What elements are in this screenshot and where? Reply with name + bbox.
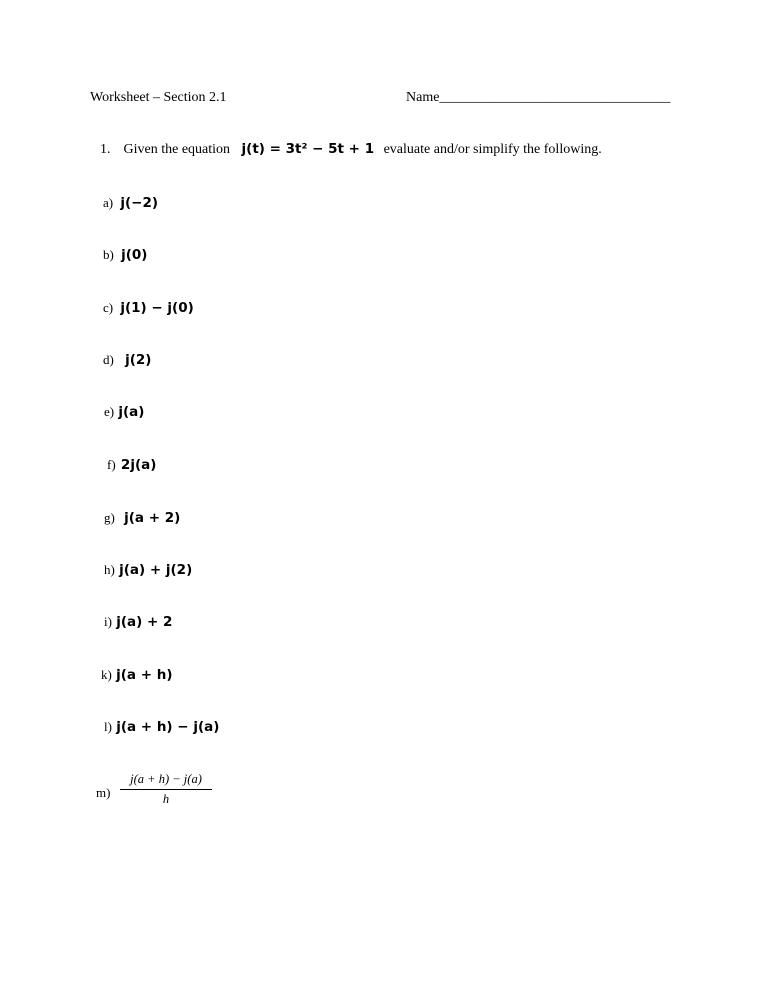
question-suffix: evaluate and/or simplify the following.: [383, 142, 602, 157]
question-1: [100, 141, 602, 158]
item-a: [103, 195, 158, 211]
question-number: 1.: [100, 142, 111, 157]
item-expression: j(a + 2): [124, 510, 181, 526]
item-label: c): [103, 300, 114, 315]
item-label: k): [101, 667, 112, 682]
name-line: Name_________________________________: [406, 90, 671, 105]
item-expression: j(a + h) − j(a): [116, 719, 220, 735]
item-c: [103, 300, 194, 316]
difference-quotient: [120, 772, 212, 807]
worksheet-title: Worksheet – Section 2.1: [90, 90, 227, 105]
fraction-numerator: j(a + h) − j(a): [120, 772, 212, 790]
item-label: f): [107, 457, 116, 472]
question-prefix: Given the equation: [123, 142, 231, 157]
item-label: h): [104, 562, 115, 577]
item-expression: j(a) + 2: [116, 614, 173, 630]
function-equation: j(t) = 3t² − 5t + 1: [241, 141, 375, 157]
item-label: a): [103, 195, 114, 210]
item-d: [103, 352, 151, 368]
item-e: [104, 404, 144, 420]
item-label: d): [103, 352, 114, 367]
item-h: [104, 562, 192, 578]
item-expression: j(−2): [120, 195, 159, 211]
item-g: [104, 510, 180, 526]
item-i: [104, 614, 172, 630]
item-expression: j(a + h): [116, 667, 173, 683]
item-label: l): [104, 719, 112, 734]
item-b: [103, 247, 147, 263]
item-expression: j(2): [125, 352, 152, 368]
item-label: e): [104, 404, 115, 419]
item-l: [104, 719, 219, 735]
item-expression: j(1) − j(0): [120, 300, 194, 316]
item-label: i): [104, 614, 112, 629]
item-expression: 2j(a): [120, 457, 157, 473]
item-label: m): [96, 785, 111, 800]
item-expression: j(a) + j(2): [119, 562, 193, 578]
item-label: g): [104, 510, 115, 525]
item-expression: j(0): [121, 247, 148, 263]
item-expression: j(a): [118, 404, 145, 420]
item-label: b): [103, 247, 114, 262]
item-k: [101, 667, 173, 683]
fraction-denominator: h: [162, 792, 170, 806]
item-f: [107, 457, 156, 473]
